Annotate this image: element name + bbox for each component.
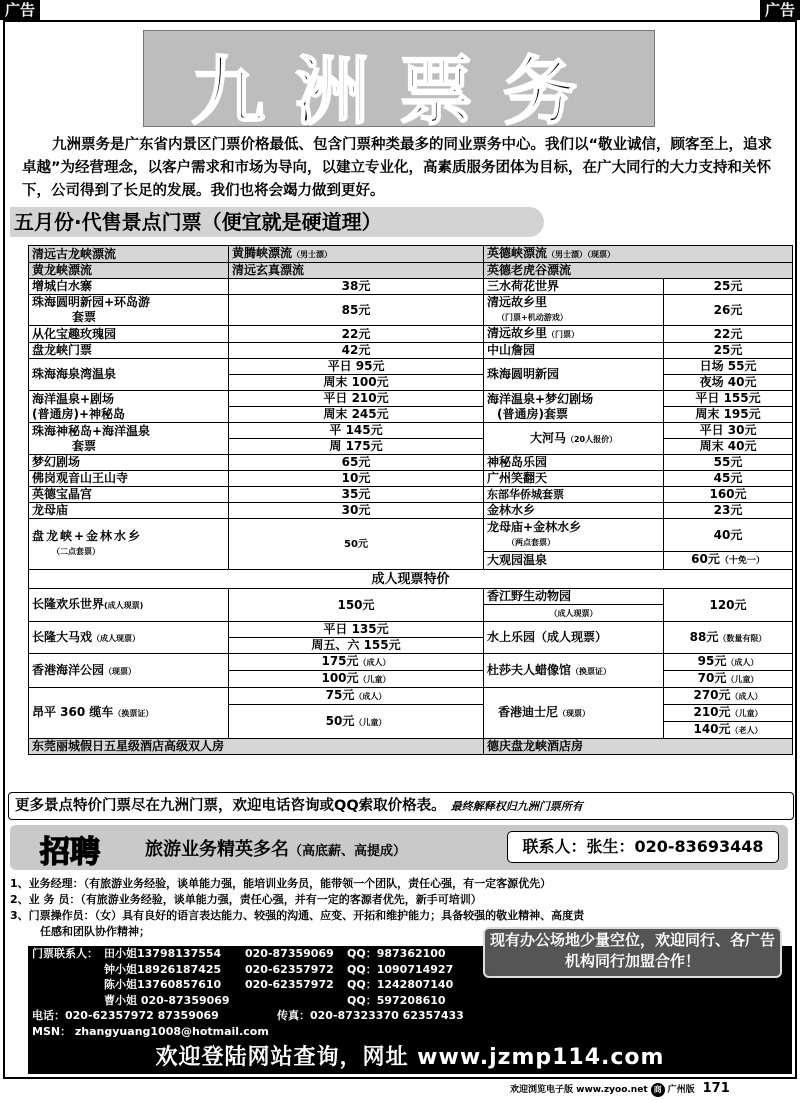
cell: 26元 — [664, 295, 793, 326]
cell: 160元 — [664, 487, 793, 503]
website-line: 欢迎登陆网站查询，网址 www.jzmp114.com — [155, 1045, 665, 1070]
cell: 平日 210元 — [229, 391, 484, 407]
cell: 22元 — [664, 326, 793, 343]
cell: 50元 — [229, 519, 484, 570]
cell: 龙母庙+金林水乡 （两点套票） — [484, 519, 664, 552]
cell: 英德老虎谷漂流 — [484, 263, 793, 279]
cell: 平日 30元 — [664, 423, 793, 439]
cell: 增城白水寨 — [29, 279, 229, 295]
cell: 85元 — [229, 295, 484, 326]
cell: 23元 — [664, 503, 793, 519]
cell: 夜场 40元 — [664, 375, 793, 391]
cell: 270元（成人） — [664, 688, 793, 705]
cell: 海洋温泉+梦幻剧场 (普通房)套票 — [484, 391, 664, 423]
cell: 英德宝晶宫 — [29, 487, 229, 503]
cell: 珠海圆明新园+环岛游 套票 — [29, 295, 229, 326]
cell: 香港迪士尼（现票） — [484, 688, 664, 739]
table-row — [29, 570, 793, 589]
cell: 50元（儿童） — [229, 705, 484, 739]
table-row — [29, 359, 793, 375]
cell: 65元 — [229, 455, 484, 471]
cell: 杜莎夫人蜡像馆（换票证） — [484, 654, 664, 688]
cell: 盘龙峡+金林水乡 （二点套票） — [29, 519, 229, 570]
table-row — [29, 688, 793, 705]
cell: 香江野生动物园 — [484, 589, 664, 605]
table-row — [29, 326, 793, 343]
table-row — [29, 295, 793, 326]
job-item: 1、业务经理：（有旅游业务经验，谈单能力强，能培训业务员，能带领一个团队，责任心强，有一定客源优先） — [10, 877, 552, 890]
may-heading: 五月份·代售景点门票（便宜就是硬道理） — [10, 207, 544, 237]
cell: 70元（儿童） — [664, 671, 793, 688]
job-item: 3、门票操作员：（女）具有良好的语言表达能力、较强的沟通、应变、开拓和维护能力；具备较强的敬业精神、高度责 — [10, 909, 585, 922]
table-row — [29, 589, 793, 605]
publisher-logo-icon: 商 — [651, 1083, 665, 1097]
disclaimer: 最终解释权归九洲门票所有 — [450, 800, 583, 813]
cell: 黄腾峡漂流（男士漂） — [229, 246, 484, 263]
cell: 210元（儿童） — [664, 705, 793, 722]
cell: 龙母庙 — [29, 503, 229, 519]
cell: 平 145元 — [229, 423, 484, 439]
table-row — [29, 455, 793, 471]
recruit-title: 旅游业务精英多名（高底薪、高提成） — [145, 839, 407, 860]
office-notice: 现有办公场地少量空位，欢迎同行、各广告机构同行加盟合作！ — [483, 927, 782, 978]
cell: 清远古龙峡漂流 — [29, 246, 229, 263]
cell: 日场 55元 — [664, 359, 793, 375]
cell: 150元 — [229, 589, 484, 622]
cell: 25元 — [664, 343, 793, 359]
cell: 佛岗观音山王山寺 — [29, 471, 229, 487]
cell: 周末 245元 — [229, 407, 484, 423]
cell: 黄龙峡漂流 — [29, 263, 229, 279]
table-row — [29, 519, 793, 552]
cell: 珠海神秘岛+海洋温泉 套票 — [29, 423, 229, 455]
table-row — [29, 487, 793, 503]
cell: 珠海海泉湾温泉 — [29, 359, 229, 391]
cell: 香港海洋公园（现票） — [29, 654, 229, 688]
cell: 45元 — [664, 471, 793, 487]
cell: 平日 155元 — [664, 391, 793, 407]
cell: 周五、六 155元 — [229, 638, 484, 654]
cell: 25元 — [664, 279, 793, 295]
cell: 清远故乡里（门票） — [484, 326, 664, 343]
cell: 60元（十免一） — [664, 552, 793, 570]
cell: 平日 135元 — [229, 622, 484, 638]
table-row — [29, 263, 793, 279]
cell: 22元 — [229, 326, 484, 343]
cell: 88元（数量有限） — [664, 622, 793, 654]
cell: 40元 — [664, 519, 793, 552]
ad-label-right: 广告 — [760, 0, 800, 20]
cell: 周末 100元 — [229, 375, 484, 391]
page-number: 171 — [702, 1081, 730, 1096]
table-row — [29, 471, 793, 487]
page-title: 九洲票务 — [191, 49, 607, 135]
cell: 140元（老人） — [664, 722, 793, 739]
cell: （成人现票） — [484, 605, 664, 622]
cell: 周末 195元 — [664, 407, 793, 423]
cell: 中山詹园 — [484, 343, 664, 359]
table-row — [29, 622, 793, 638]
cell: 长隆欢乐世界(成人现票) — [29, 589, 229, 622]
job-item: 2、业 务 员：（有旅游业务经验，谈单能力强，责任心强，并有一定的客源者优先，新手可培训） — [10, 893, 482, 906]
table-row — [29, 246, 793, 263]
cell: 德庆盘龙峡酒店房 — [484, 739, 793, 755]
cell: 三水荷花世界 — [484, 279, 664, 295]
recruit-banner — [10, 825, 788, 870]
cell: 周末 40元 — [664, 439, 793, 455]
cell: 175元（成人） — [229, 654, 484, 671]
table-row — [29, 343, 793, 359]
price-table — [28, 245, 793, 755]
cell: 大观园温泉 — [484, 552, 664, 570]
cell: 梦幻剧场 — [29, 455, 229, 471]
cell: 东莞丽城假日五星级酒店高级双人房 — [29, 739, 484, 755]
adult-heading: 成人现票特价 — [29, 570, 793, 589]
cell: 海洋温泉+剧场 (普通房)+神秘岛 — [29, 391, 229, 423]
table-row — [29, 279, 793, 295]
recruit-contact: 联系人：张生：020-83693448 — [507, 831, 779, 863]
cell: 清远故乡里 （门票+机动游戏） — [484, 295, 664, 326]
cell: 大河马（20人报价） — [484, 423, 664, 455]
cell: 35元 — [229, 487, 484, 503]
cell: 120元 — [664, 589, 793, 622]
cell: 95元（成人） — [664, 654, 793, 671]
cell: 100元（儿童） — [229, 671, 484, 688]
title-banner — [143, 30, 655, 135]
cell: 广州笑翻天 — [484, 471, 664, 487]
table-row — [29, 739, 793, 755]
intro-paragraph: 九洲票务是广东省内景区门票价格最低、包含门票种类最多的同业票务中心。我们以“敬业诚信，顾客至上，追求卓越”为经营理念，以客户需求和市场为导向，以建立专业化，高素质服务团体为目标，在广大同行的大力支持和关怀下，公司得到了长足的发展。我们也将会竭力做到更好。 — [22, 137, 773, 199]
cell: 英德峡漂流（男士漂）（现票） — [484, 246, 793, 263]
cell: 75元（成人） — [229, 688, 484, 705]
cell: 长隆大马戏（成人现票） — [29, 622, 229, 654]
cell: 从化宝趣玫瑰园 — [29, 326, 229, 343]
cell: 盘龙峡门票 — [29, 343, 229, 359]
recruit-badge: 招聘 — [40, 835, 100, 870]
cell: 神秘岛乐园 — [484, 455, 664, 471]
cell: 55元 — [664, 455, 793, 471]
page-footer: 欢迎浏览电子版 www.zyoo.net 商 广州版 171 — [510, 1081, 730, 1096]
ad-label-left: 广告 — [0, 0, 40, 20]
cell: 东部华侨城套票 — [484, 487, 664, 503]
cell: 水上乐园（成人现票） — [484, 622, 664, 654]
table-row — [29, 503, 793, 519]
job-item: 任感和团队协作精神； — [40, 925, 150, 938]
cell: 42元 — [229, 343, 484, 359]
cell: 10元 — [229, 471, 484, 487]
cell: 珠海圆明新园 — [484, 359, 664, 391]
cell: 平日 95元 — [229, 359, 484, 375]
table-row — [29, 654, 793, 671]
cell: 清远玄真漂流 — [229, 263, 484, 279]
cell: 金林水乡 — [484, 503, 664, 519]
cell: 38元 — [229, 279, 484, 295]
cell: 周 175元 — [229, 439, 484, 455]
cell: 昂平 360 缆车（换票证） — [29, 688, 229, 739]
cell: 30元 — [229, 503, 484, 519]
more-tickets-banner: 更多景点特价门票尽在九洲门票，欢迎电话咨询或QQ索取价格表。 最终解释权归九洲门票所有 — [8, 792, 794, 820]
table-row — [29, 423, 793, 439]
contact-panel: 门票联系人： 田小姐13798137554 020-87359069 QQ：987362100 钟小姐18926187425 020-62357972 QQ：1090714927 陈小姐13760857610 020-62357972 QQ：1242807140 曹小姐 020-87359069 QQ：597208610 电话：020-62357972 87359069 传真：020-87323370 62357433 MSN： zhangyuang1008@hotmail.com 欢迎登陆网站查询，网址 www.jzmp114.com — [28, 946, 792, 1074]
table-row — [29, 391, 793, 407]
